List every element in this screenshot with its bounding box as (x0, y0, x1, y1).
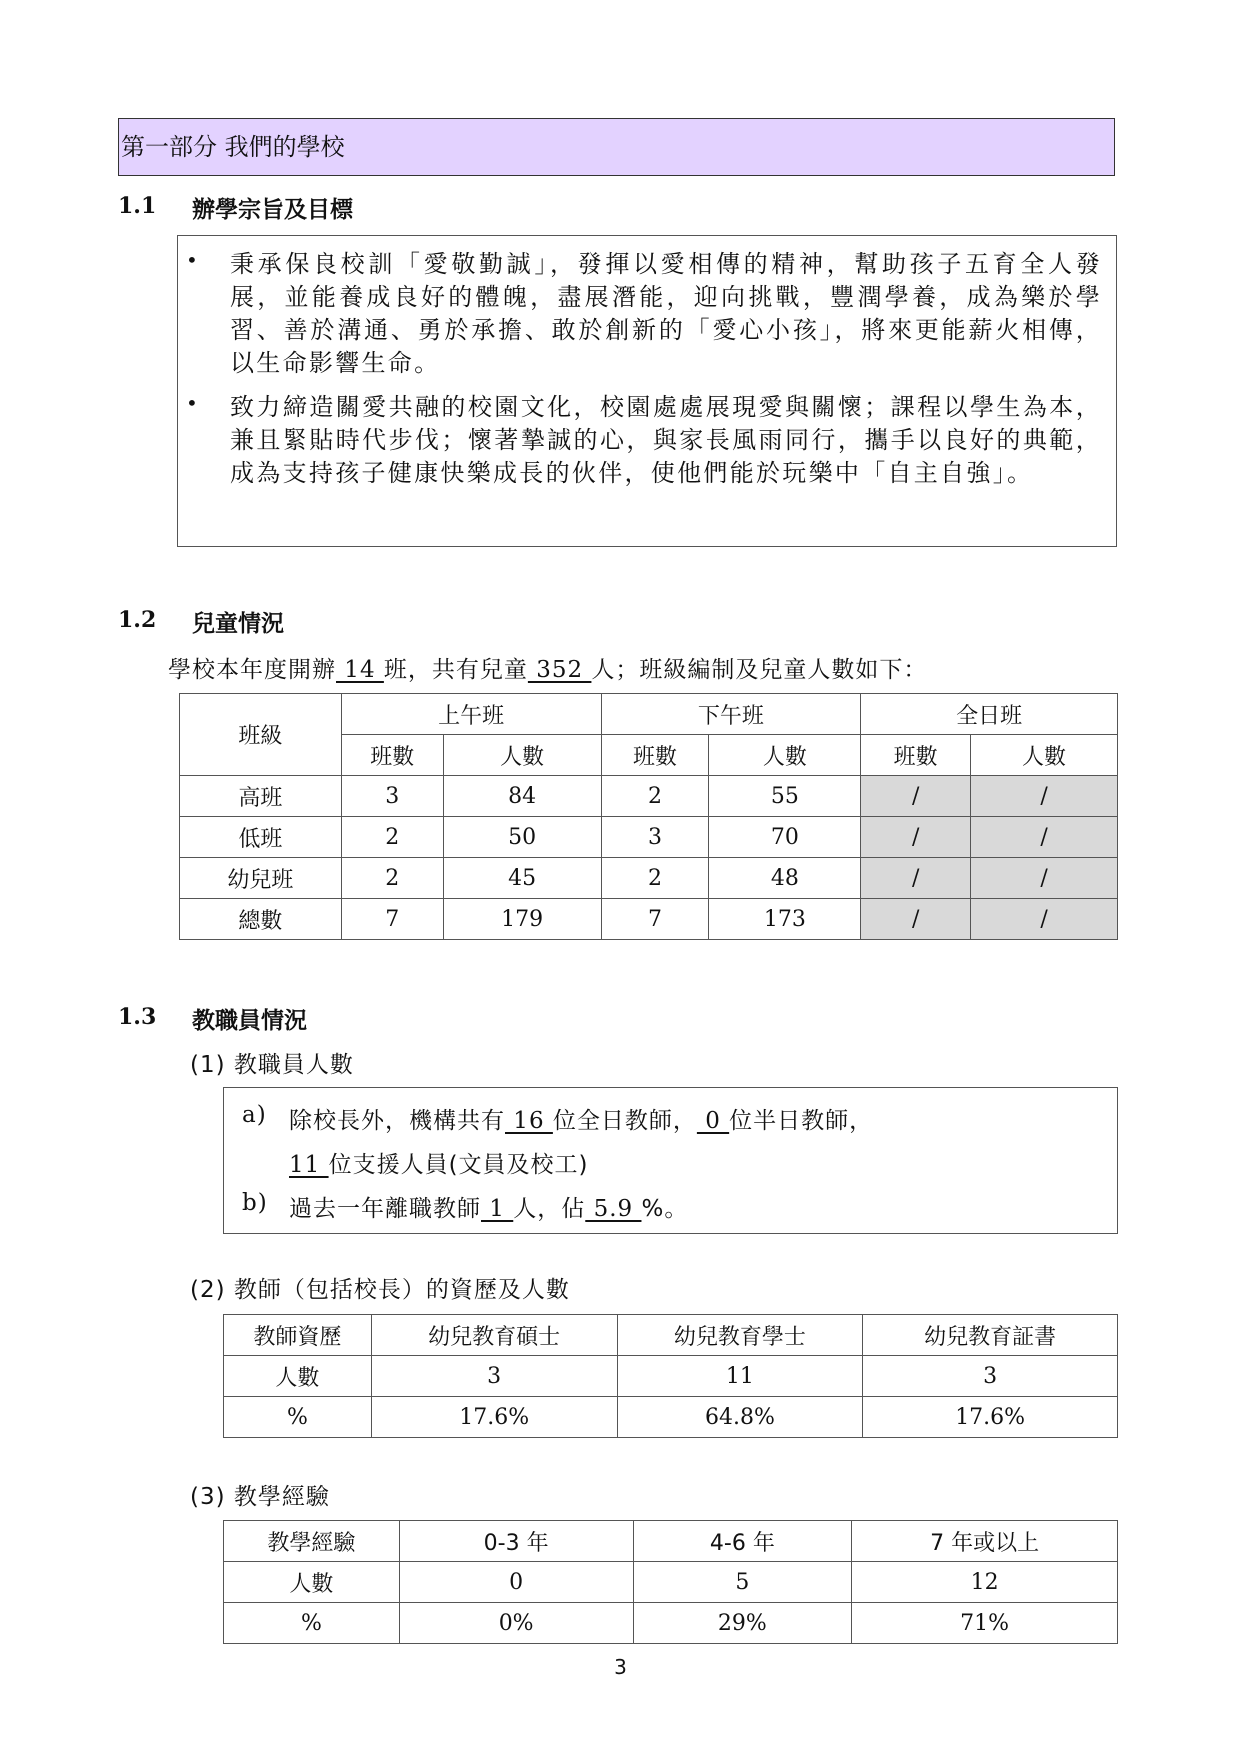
experience-table (223, 1520, 1118, 1644)
table-cell: 3 (601, 817, 709, 858)
bullet-dot-icon: • (186, 248, 198, 272)
table-row (224, 1603, 1118, 1644)
sub-header: 班數 (861, 735, 971, 776)
staff-text: 過去一年離職教師 (289, 1196, 481, 1222)
header-cell: 教師資歷 (224, 1315, 372, 1356)
table-cell: 179 (443, 899, 601, 940)
table-row (224, 1397, 1118, 1438)
table-cell: 50 (443, 817, 601, 858)
table-cell: 45 (443, 858, 601, 899)
section-1-2-title: 兒童情況 (192, 611, 284, 637)
staff-line-b (242, 1190, 268, 1216)
table-cell: 17.6% (371, 1397, 617, 1438)
mission-text: 致力締造關愛共融的校園文化，校園處處展現愛與關懷；課程以學生為本，兼且緊貼時代步伐；懷著摯誠的心，與家長風雨同行，攜手以良好的典範，成為支持孩子健康快樂成長的伙伴，使他們能於玩樂中「自主自強」。 (230, 393, 1102, 487)
section-1-3-number: 1.3 (118, 1004, 157, 1030)
table-cell: / (971, 776, 1118, 817)
table-cell: 84 (443, 776, 601, 817)
header-cell: 0-3 年 (399, 1521, 633, 1562)
staff-text: 位半日教師， (729, 1108, 874, 1134)
header-cell: 教學經驗 (224, 1521, 400, 1562)
support-staff: 11 (289, 1152, 329, 1178)
table-row (180, 899, 1118, 940)
section-1-1-title: 辦學宗旨及目標 (192, 197, 353, 223)
row-label: % (224, 1397, 372, 1438)
table-row (180, 817, 1118, 858)
page-number: 3 (614, 1655, 627, 1679)
item-label: a) (242, 1102, 267, 1128)
row-label: % (224, 1603, 400, 1644)
table-row (224, 1562, 1118, 1603)
staff-line-a2 (289, 1146, 589, 1179)
table-cell: 3 (371, 1356, 617, 1397)
qualifications-table (223, 1314, 1118, 1438)
table-cell: 17.6% (863, 1397, 1118, 1438)
intro-text: 人；班級編制及兒童人數如下： (591, 657, 928, 683)
sub-header: 班數 (601, 735, 709, 776)
section-1-1-number: 1.1 (118, 193, 157, 219)
staff-text: 位支援人員(文員及校工) (328, 1152, 589, 1178)
children-table (179, 693, 1118, 940)
mission-text: 秉承保良校訓「愛敬勤誠」，發揮以愛相傳的精神，幫助孩子五育全人發展，並能養成良好的體魄，盡展潛能，迎向挑戰，豐潤學養，成為樂於學習、善於溝通、勇於承擔、敢於創新的「愛心小孩」，將來更能薪火相傳，以生命影響生命。 (230, 250, 1102, 377)
table-cell: 12 (852, 1562, 1118, 1603)
table-cell: / (861, 858, 971, 899)
staff-text: 位全日教師， (552, 1108, 697, 1134)
class-count: 14 (336, 657, 384, 683)
row-label: 低班 (180, 817, 342, 858)
table-cell: 3 (341, 776, 443, 817)
header-cell: 7 年或以上 (852, 1521, 1118, 1562)
section-1-3-title: 教職員情況 (192, 1008, 307, 1034)
sub-header: 人數 (709, 735, 861, 776)
staff-text: %。 (641, 1196, 689, 1222)
staff-line-a (242, 1102, 267, 1128)
header-cell: 4-6 年 (633, 1521, 852, 1562)
intro-text: 班，共有兒童 (383, 657, 528, 683)
section-1-2-number: 1.2 (118, 607, 157, 633)
group-header: 下午班 (601, 694, 861, 735)
table-cell: 70 (709, 817, 861, 858)
staff-line-a-text (289, 1102, 873, 1135)
table-cell: 0 (399, 1562, 633, 1603)
staff-box (223, 1087, 1118, 1234)
row-label: 幼兒班 (180, 858, 342, 899)
table-cell: 2 (341, 817, 443, 858)
full-day-teachers: 16 (505, 1108, 553, 1134)
table-cell: 11 (617, 1356, 863, 1397)
table-cell: 29% (633, 1603, 852, 1644)
mission-box (177, 235, 1117, 547)
table-cell: / (971, 817, 1118, 858)
table-cell: 2 (341, 858, 443, 899)
table-corner: 班級 (180, 694, 342, 776)
table-cell: / (971, 858, 1118, 899)
table-row (224, 1356, 1118, 1397)
row-label: 高班 (180, 776, 342, 817)
table-cell: 2 (601, 858, 709, 899)
sub-header: 班數 (341, 735, 443, 776)
table-row (180, 776, 1118, 817)
table-cell: 0% (399, 1603, 633, 1644)
table-cell: 64.8% (617, 1397, 863, 1438)
table-cell: 48 (709, 858, 861, 899)
table-cell: / (971, 899, 1118, 940)
table-cell: / (861, 776, 971, 817)
turnover-percent: 5.9 (585, 1196, 642, 1222)
table-cell: 7 (341, 899, 443, 940)
row-label: 人數 (224, 1356, 372, 1397)
table-cell: 5 (633, 1562, 852, 1603)
table-cell: 2 (601, 776, 709, 817)
teachers-left: 1 (481, 1196, 514, 1222)
subsection-experience: (3) 教學經驗 (190, 1484, 330, 1510)
sub-header: 人數 (443, 735, 601, 776)
table-cell: 173 (709, 899, 861, 940)
subsection-qualifications: (2) 教師（包括校長）的資歷及人數 (190, 1277, 570, 1303)
row-label: 總數 (180, 899, 342, 940)
group-header: 上午班 (341, 694, 601, 735)
table-cell: 71% (852, 1603, 1118, 1644)
children-intro (168, 651, 927, 684)
header-cell: 幼兒教育學士 (617, 1315, 863, 1356)
subsection-staff-count: (1) 教職員人數 (190, 1052, 354, 1078)
header-cell: 幼兒教育碩士 (371, 1315, 617, 1356)
children-count: 352 (527, 657, 592, 683)
table-cell: / (861, 817, 971, 858)
item-label: b) (242, 1190, 268, 1216)
row-label: 人數 (224, 1562, 400, 1603)
half-day-teachers: 0 (696, 1108, 730, 1134)
group-header: 全日班 (861, 694, 1118, 735)
sub-header: 人數 (971, 735, 1118, 776)
part-title: 第一部分 我們的學校 (118, 118, 1115, 176)
table-cell: / (861, 899, 971, 940)
header-cell: 幼兒教育証書 (863, 1315, 1118, 1356)
table-cell: 3 (863, 1356, 1118, 1397)
table-cell: 7 (601, 899, 709, 940)
table-row (180, 858, 1118, 899)
staff-text: 除校長外，機構共有 (289, 1108, 505, 1134)
staff-text: 人，佔 (513, 1196, 586, 1222)
table-cell: 55 (709, 776, 861, 817)
staff-line-b-text (289, 1190, 688, 1223)
bullet-dot-icon: • (186, 391, 198, 415)
intro-text: 學校本年度開辦 (168, 657, 336, 683)
